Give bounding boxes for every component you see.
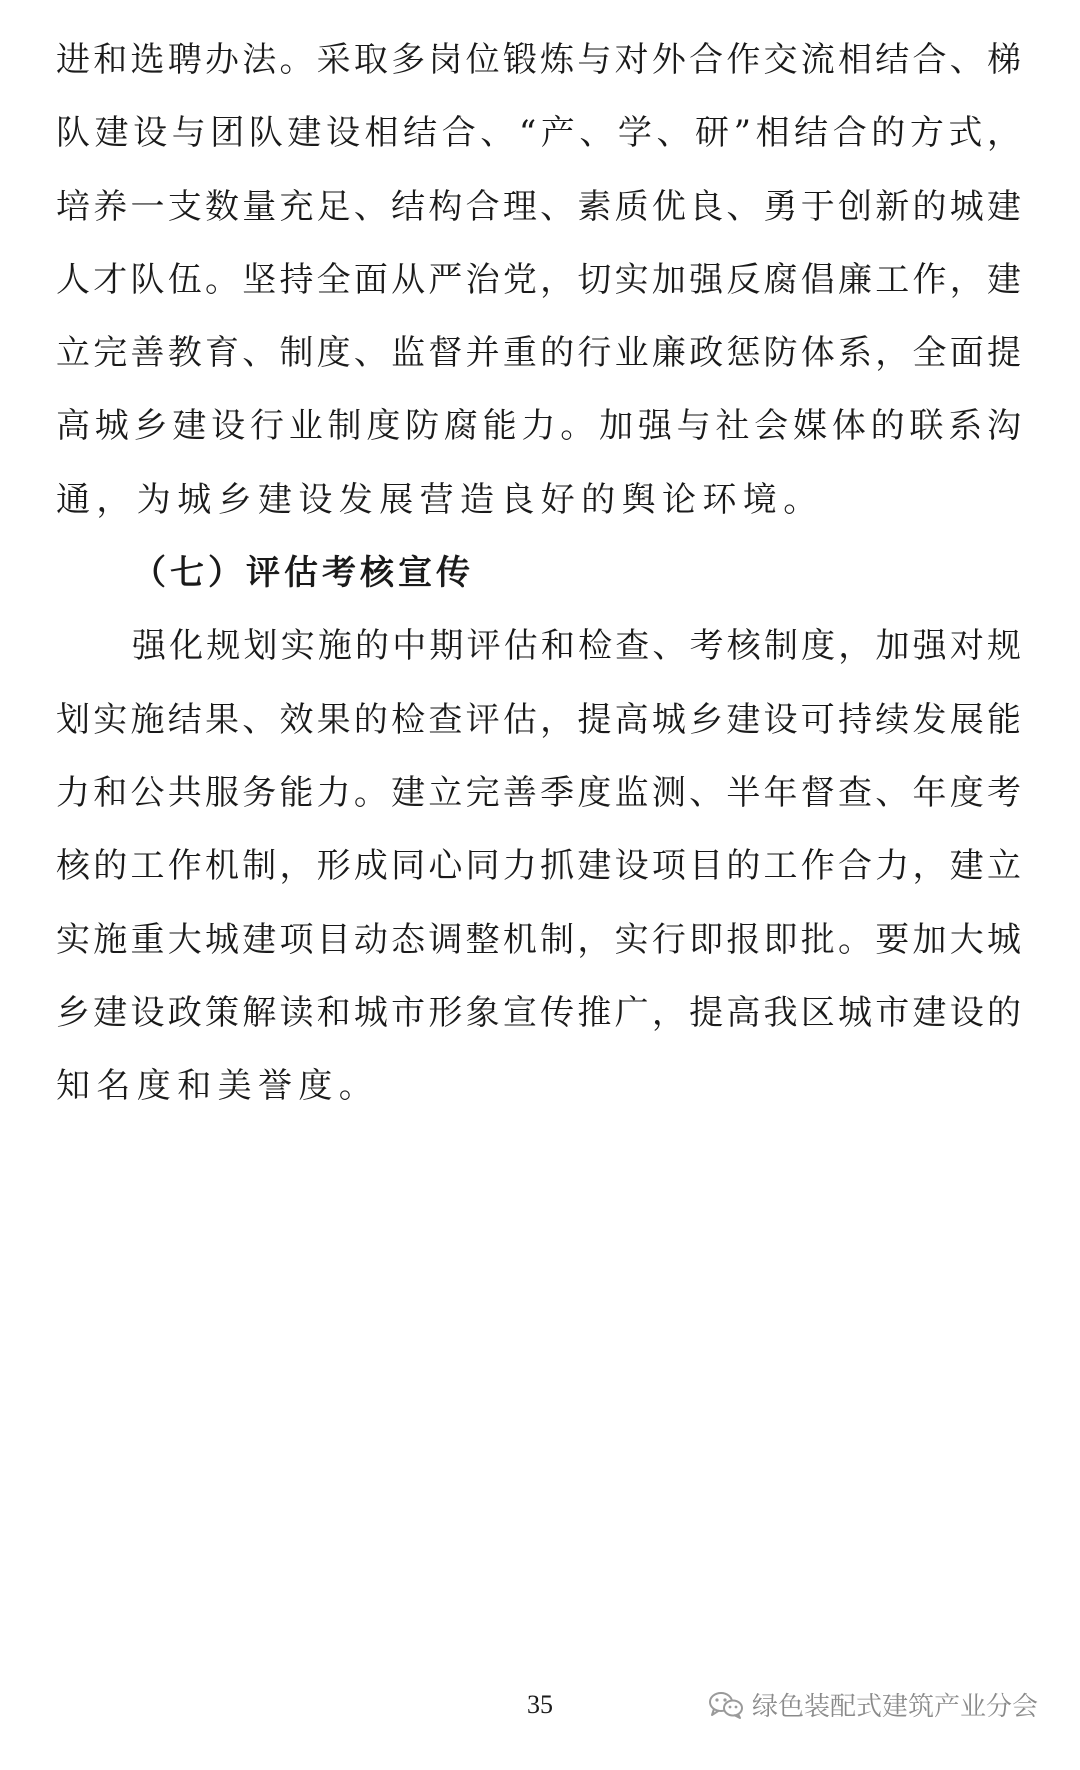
paragraph-line: 进和选聘办法。采取多岗位锻炼与对外合作交流相结合、梯: [56, 40, 1021, 80]
paragraph-line: 强化规划实施的中期评估和检查、考核制度，加强对规: [132, 626, 1021, 667]
paragraph-line: 实施重大城建项目动态调整机制，实行即报即批。要加大城: [56, 919, 1021, 960]
paragraph-line: 队建设与团队建设相结合、“产、学、研”相结合的方式，: [56, 113, 1021, 154]
paragraph-line: 高城乡建设行业制度防腐能力。加强与社会媒体的联系沟: [56, 406, 1021, 447]
wechat-icon: [708, 1690, 744, 1720]
paragraph-1: [56, 24, 1021, 1123]
watermark-text: 绿色装配式建筑产业分会: [751, 1692, 1038, 1722]
paragraph-line: 乡建设政策解读和城市形象宣传推广，提高我区城市建设的: [56, 992, 1021, 1033]
paragraph-line: 力和公共服务能力。建立完善季度监测、半年督查、年度考: [56, 772, 1021, 813]
paragraph-line: 培养一支数量充足、结构合理、素质优良、勇于创新的城建: [56, 186, 1021, 227]
paragraph-line: 通，为城乡建设发展营造良好的舆论环境。: [56, 479, 824, 520]
page-number: 35: [527, 1690, 553, 1719]
paragraph-line: 划实施结果、效果的检查评估，提高城乡建设可持续发展能: [56, 699, 1021, 740]
section-heading: （七）评估考核宣传: [132, 553, 474, 594]
paragraph-line: 核的工作机制，形成同心同力抓建设项目的工作合力，建立: [56, 846, 1021, 887]
paragraph-line: 知名度和美誉度。: [56, 1066, 380, 1107]
paragraph-line: 立完善教育、制度、监督并重的行业廉政惩防体系，全面提: [56, 333, 1021, 374]
paragraph-line: 人才队伍。坚持全面从严治党，切实加强反腐倡廉工作，建: [56, 259, 1021, 300]
watermark: [708, 1686, 1038, 1723]
